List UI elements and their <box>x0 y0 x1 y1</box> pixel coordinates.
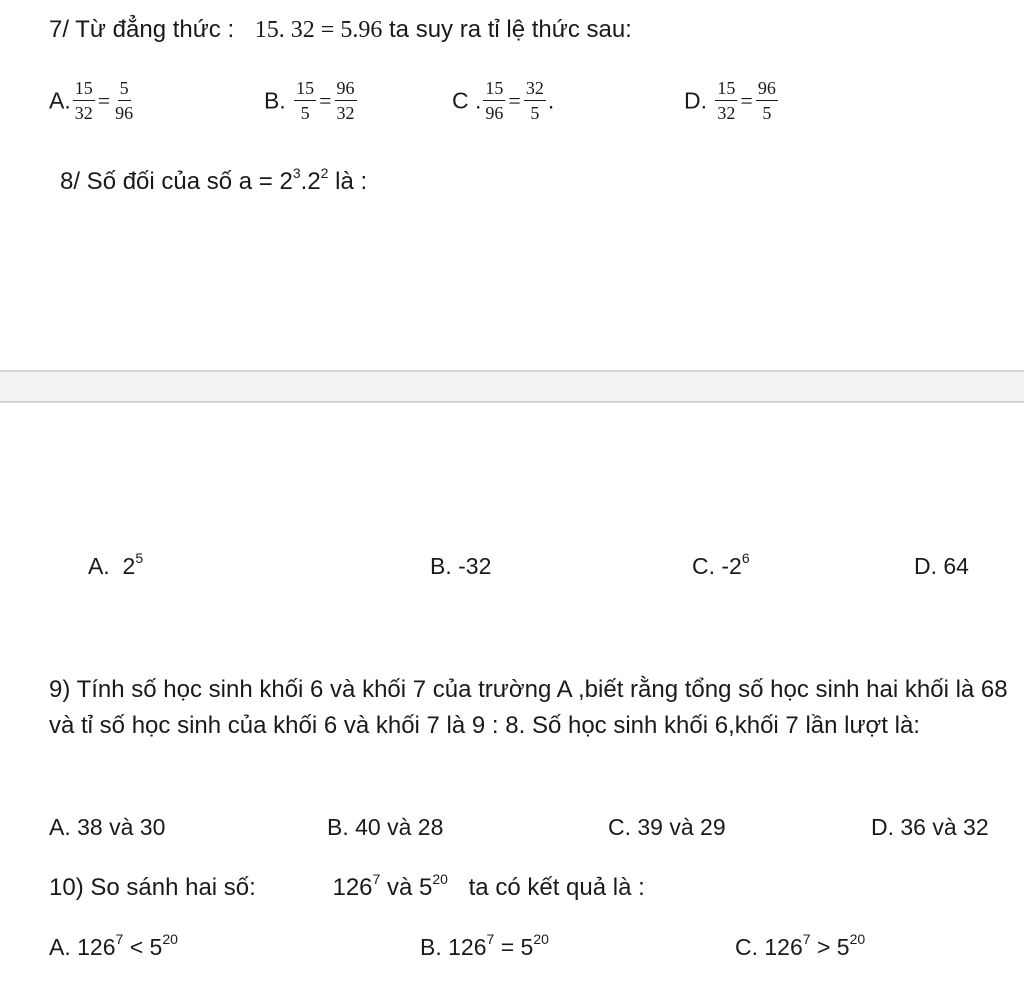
q7-option-a[interactable]: A. $\frac{15}{32}$ = $\frac{5}{96}$ <box>49 78 134 123</box>
option-label: A. <box>88 553 110 579</box>
q9-option-d[interactable]: D. 36 và 32 <box>871 814 989 840</box>
fraction: $\frac{15}{96}$ <box>485 78 504 123</box>
q7-identity: 15. 32 = 5.96 <box>254 17 383 43</box>
q8-tail: là : <box>335 168 368 195</box>
q7-option-b[interactable]: B. $\frac{15}{5}$ = $\frac{96}{32}$ <box>264 78 355 123</box>
fraction: $\frac{5}{96}$ <box>115 78 134 123</box>
option-label: C. <box>735 934 758 960</box>
fraction: $\frac{15}{32}$ <box>74 78 93 123</box>
q9-option-a[interactable]: A. 38 và 30 <box>49 814 166 840</box>
fraction: $\frac{96}{5}$ <box>757 78 776 123</box>
fraction: $\frac{32}{5}$ <box>525 78 544 123</box>
q10-lead: 10) So sánh hai số: <box>49 874 256 901</box>
q7-option-c[interactable]: C . $\frac{15}{96}$ = $\frac{32}{5}$ . <box>452 78 555 123</box>
question-10 <box>49 872 645 904</box>
question-7 <box>49 14 632 46</box>
q8-option-a[interactable]: A. $2^5$ <box>88 550 144 579</box>
option-label: A. <box>49 87 71 114</box>
q10-expression: $126^7$ và $5^{20}$ <box>332 871 448 901</box>
option-label: B. <box>420 934 442 960</box>
q7-lead: 7/ Từ đẳng thức : <box>49 16 235 43</box>
option-label: B. <box>264 87 286 114</box>
page-break <box>0 370 1024 403</box>
q10-tail: ta có kết quả là : <box>468 874 645 901</box>
option-label: D. <box>684 87 707 114</box>
q7-option-d[interactable]: D. $\frac{15}{32}$ = $\frac{96}{5}$ <box>684 78 776 123</box>
q8-option-b[interactable]: B. -32 <box>430 553 492 579</box>
q9-option-b[interactable]: B. 40 và 28 <box>327 814 444 840</box>
fraction: $\frac{15}{32}$ <box>717 78 736 123</box>
q10-option-a[interactable]: A. $126^7 < 5^{20}$ <box>49 931 178 960</box>
fraction: $\frac{96}{32}$ <box>336 78 355 123</box>
question-8 <box>60 166 367 198</box>
q8-expression: $2^3.2^2$ <box>279 165 329 195</box>
option-label: B. <box>430 553 452 579</box>
q9-option-c[interactable]: C. 39 và 29 <box>608 814 726 840</box>
option-label: D. <box>914 553 937 579</box>
q7-tail: ta suy ra tỉ lệ thức sau: <box>389 16 632 43</box>
option-label: C. <box>692 553 715 579</box>
option-label: A. <box>49 934 71 960</box>
q10-option-b[interactable]: B. $126^7 = 5^{20}$ <box>420 931 549 960</box>
q10-option-c[interactable]: C. $126^7 > 5^{20}$ <box>735 931 866 960</box>
question-9: 9) Tính số học sinh khối 6 và khối 7 của trường A ,biết rằng tổng số học sinh hai khối là 68 và tỉ số học sinh của khối 6 và khối 7 là 9 : 8. Số học sinh khối 6,khối 7 lần lượt là: <box>49 676 1008 739</box>
option-label: C . <box>452 87 482 114</box>
q8-option-d[interactable]: D. 64 <box>914 553 969 579</box>
q8-option-c[interactable]: C. $-2^6$ <box>692 550 750 579</box>
fraction: $\frac{15}{5}$ <box>296 78 315 123</box>
q8-lead: 8/ Số đối của số a = <box>60 168 273 195</box>
